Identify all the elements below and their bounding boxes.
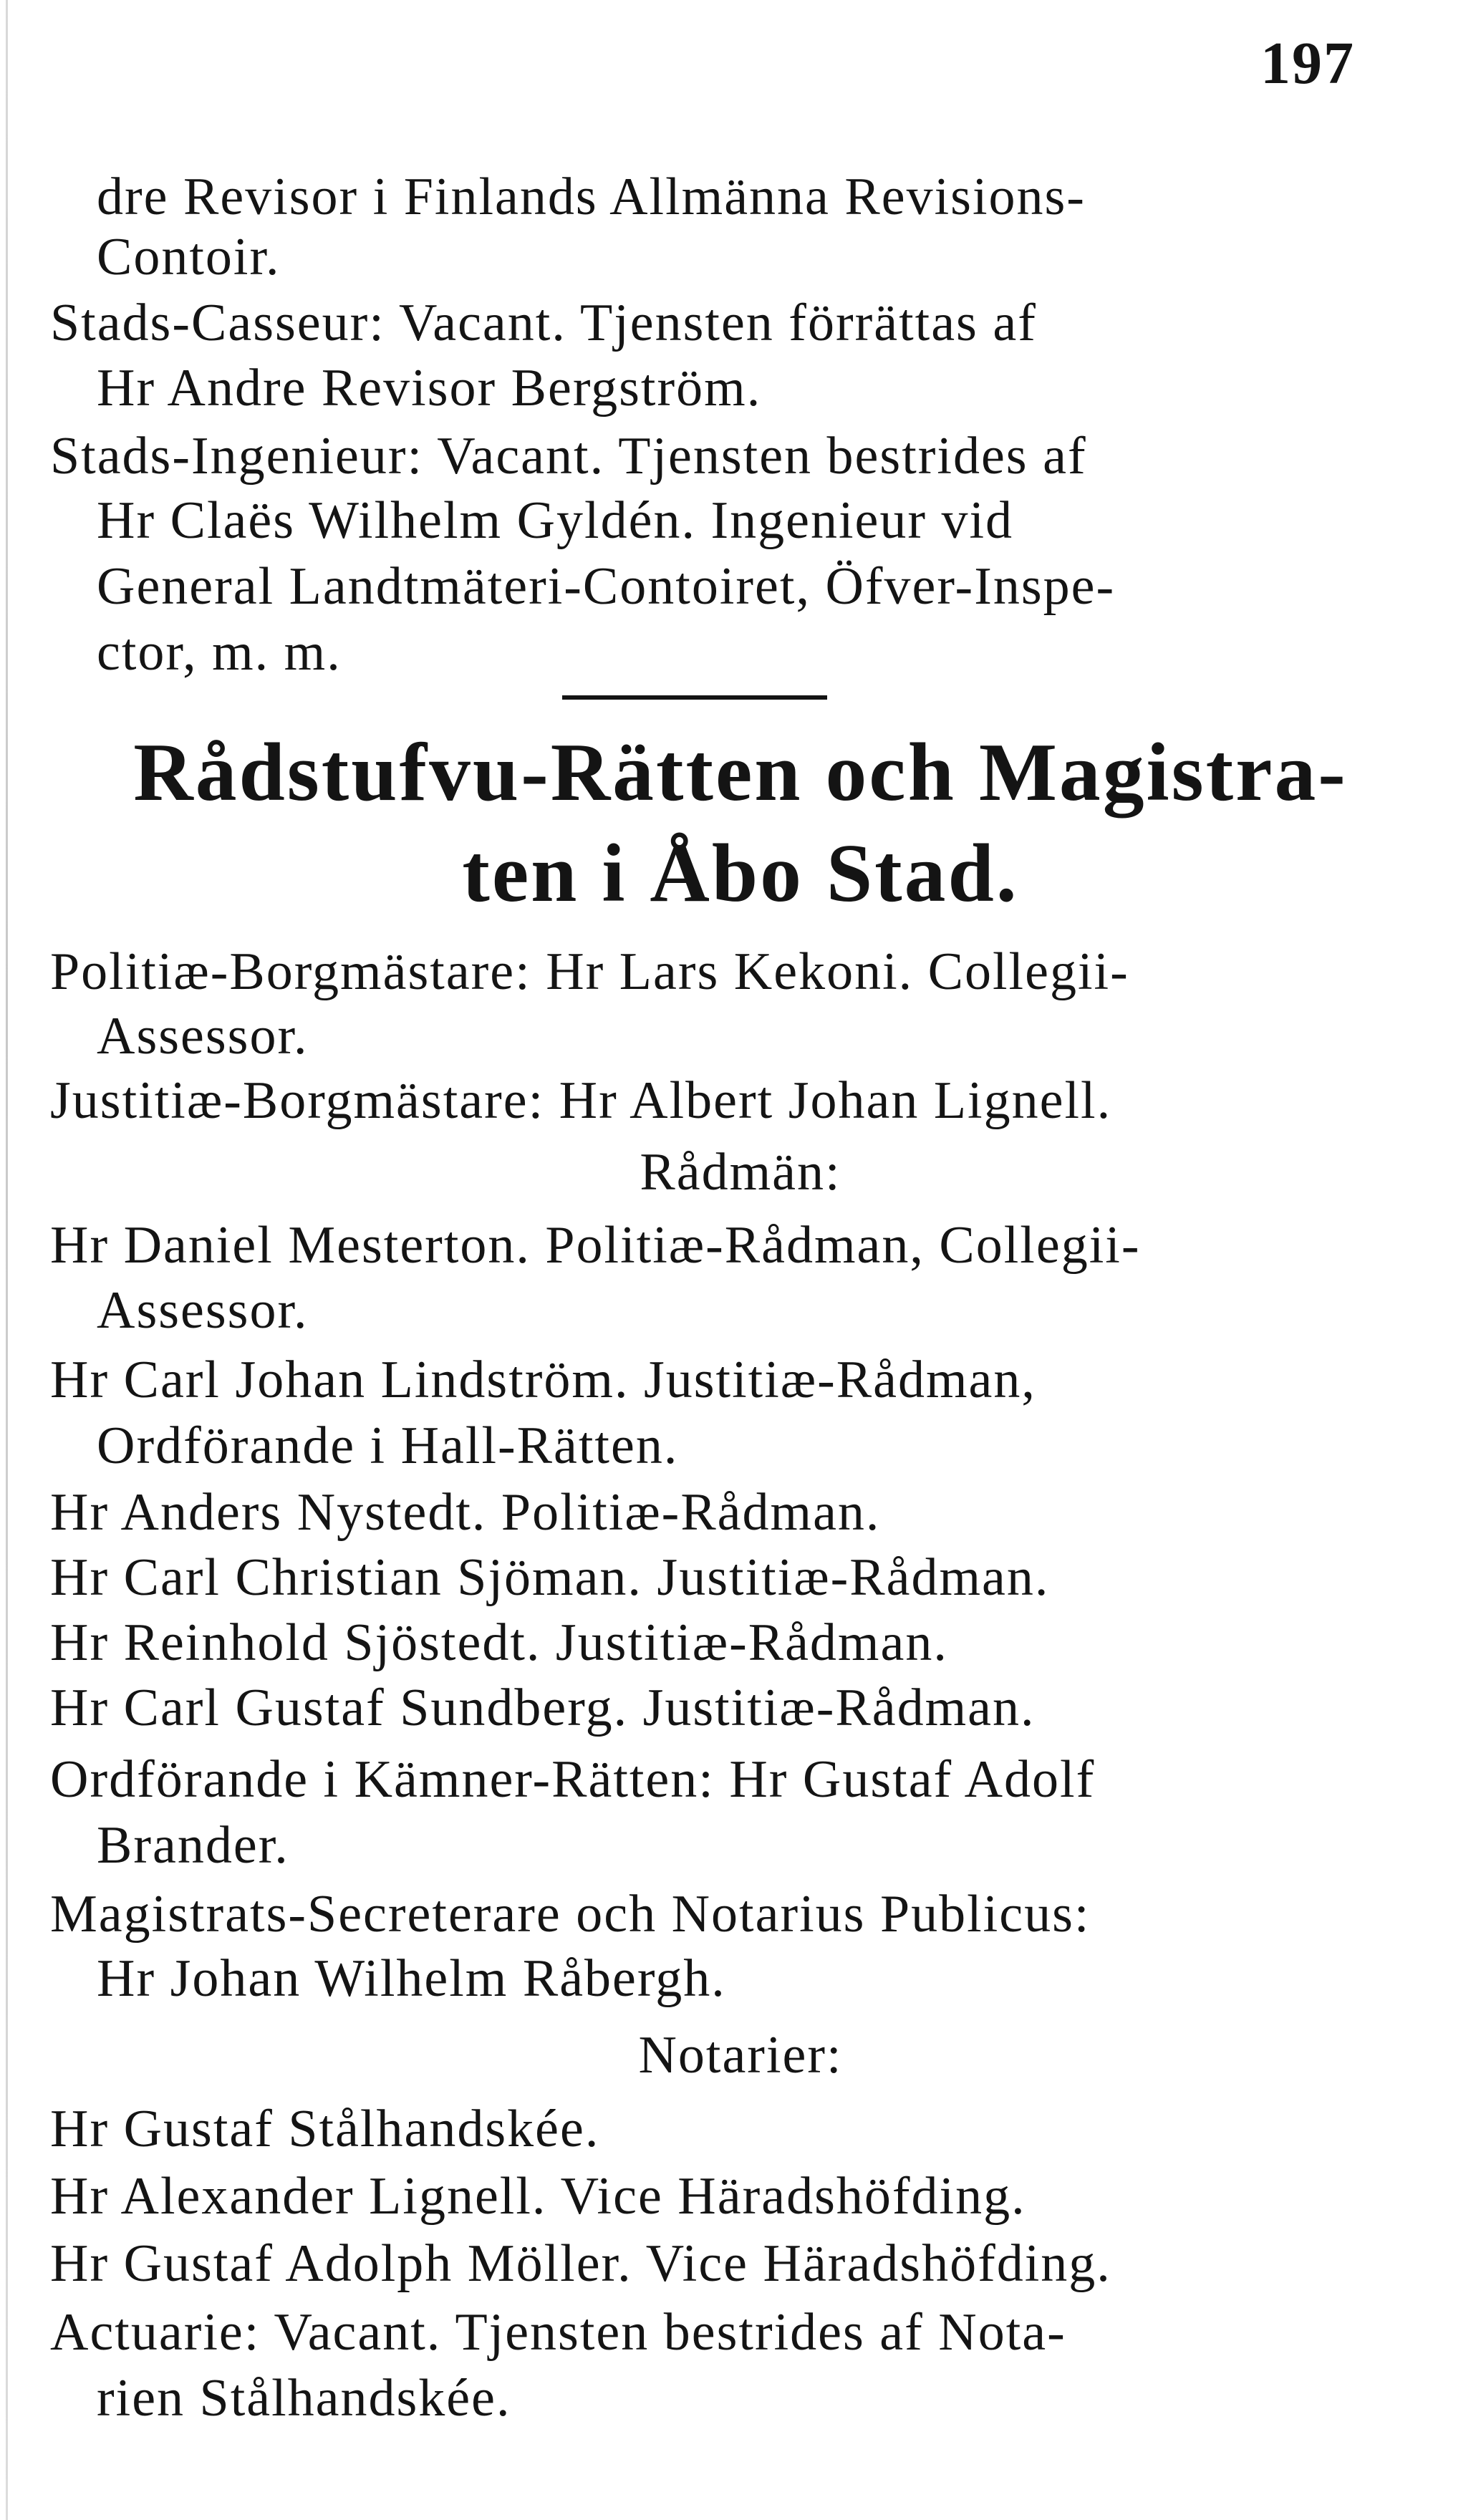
text-line: Hr Claës Wilhelm Gyldén. Ingenieur vid bbox=[97, 491, 1014, 550]
subheading-notarier: Notarier: bbox=[638, 2026, 843, 2085]
entry-line: Hr Carl Gustaf Sundberg. Justitiæ-Rådman. bbox=[50, 1679, 1036, 1737]
subheading-radman: Rådmän: bbox=[640, 1143, 841, 1202]
page-gutter-edge bbox=[6, 0, 8, 2520]
text-line: Stads-Ingenieur: Vacant. Tjensten bestrides af bbox=[50, 427, 1087, 486]
section-divider-rule bbox=[562, 695, 827, 700]
entry-line: Hr Anders Nystedt. Politiæ-Rådman. bbox=[50, 1483, 881, 1542]
section-heading-line-2: ten i Åbo Stad. bbox=[462, 828, 1019, 919]
entry-line: Hr Reinhold Sjöstedt. Justitiæ-Rådman. bbox=[50, 1613, 948, 1672]
text-line: General Landtmäteri-Contoiret, Öfver-Inspe- bbox=[97, 557, 1116, 616]
text-line: dre Revisor i Finlands Allmänna Revisions- bbox=[97, 168, 1086, 226]
entry-line: Assessor. bbox=[97, 1281, 309, 1340]
text-line: ctor, m. m. bbox=[97, 623, 342, 682]
entry-line: Actuarie: Vacant. Tjensten bestrides af Nota- bbox=[50, 2303, 1066, 2362]
entry-line: Hr Alexander Lignell. Vice Häradshöfding. bbox=[50, 2167, 1026, 2226]
entry-line: Brander. bbox=[97, 1816, 289, 1875]
entry-line: Ordförande i Hall-Rätten. bbox=[97, 1416, 679, 1475]
section-heading-line-1: Rådstufvu-Rätten och Magistra- bbox=[133, 727, 1348, 819]
entry-line: Justitiæ-Borgmästare: Hr Albert Johan Lignell. bbox=[50, 1071, 1112, 1130]
entry-line: Magistrats-Secreterare och Notarius Publicus: bbox=[50, 1885, 1091, 1944]
entry-line: Hr Gustaf Adolph Möller. Vice Häradshöfding. bbox=[50, 2234, 1111, 2293]
entry-line: Hr Daniel Mesterton. Politiæ-Rådman, Collegii- bbox=[50, 1216, 1141, 1275]
entry-line: Hr Gustaf Stålhandskée. bbox=[50, 2100, 600, 2158]
entry-line: Assessor. bbox=[97, 1007, 309, 1066]
entry-line: rien Stålhandskée. bbox=[97, 2369, 511, 2428]
text-line: Stads-Cassеur: Vacant. Tjensten förrättas af bbox=[50, 294, 1037, 352]
entry-line: Hr Carl Johan Lindström. Justitiæ-Rådman, bbox=[50, 1351, 1036, 1409]
entry-line: Politiæ-Borgmästare: Hr Lars Kekoni. Collegii- bbox=[50, 942, 1129, 1001]
entry-line: Hr Carl Christian Sjöman. Justitiæ-Rådman. bbox=[50, 1548, 1050, 1607]
text-line: Hr Andre Revisor Bergström. bbox=[97, 359, 762, 417]
page-number: 197 bbox=[1260, 30, 1355, 97]
entry-line: Ordförande i Kämner-Rätten: Hr Gustaf Adolf bbox=[50, 1750, 1096, 1809]
text-line: Contoir. bbox=[97, 228, 281, 286]
entry-line: Hr Johan Wilhelm Råbergh. bbox=[97, 1949, 726, 2008]
